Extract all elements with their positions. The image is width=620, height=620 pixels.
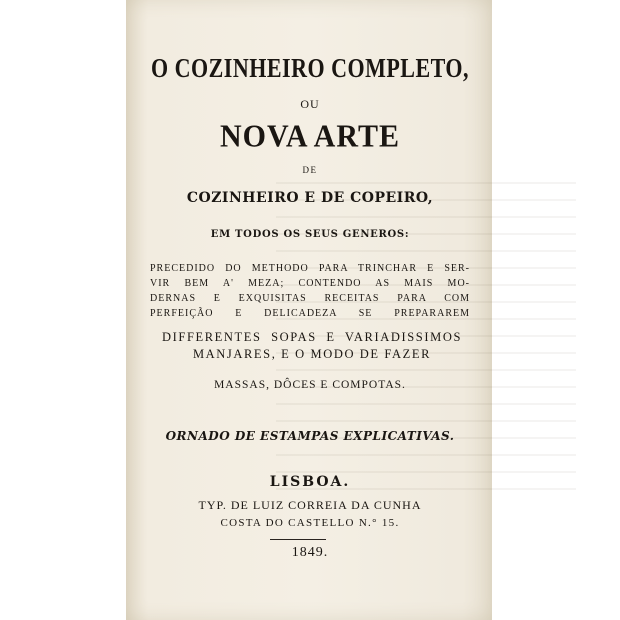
- illustrated-line: [0, 429, 620, 443]
- genres-text: EM TODOS OS SEUS GENEROS:: [210, 229, 410, 240]
- publication-year: [0, 545, 620, 561]
- imprint-city: [0, 474, 620, 490]
- pastries-text: MASSAS, DÔCES E COMPOTAS.: [214, 379, 406, 391]
- address-text: COSTA DO CASTELLO N.° 15.: [220, 517, 400, 529]
- subtitle-text: NOVA ARTE: [220, 119, 400, 154]
- main-title-text: O COZINHEIRO COMPLETO,: [150, 51, 470, 83]
- preceded-line: DERNAS E EXQUISITAS RECEITAS PARA COM: [150, 293, 470, 304]
- de-text: DE: [302, 165, 318, 175]
- city-text: LISBOA.: [269, 474, 351, 490]
- preceded-paragraph: [150, 261, 470, 321]
- illustrated-text: ORNADO DE ESTAMPAS EXPLICATIVAS.: [165, 429, 455, 443]
- imprint-address: [0, 517, 620, 529]
- divider-rule: [270, 539, 326, 540]
- subject-heading: [0, 190, 620, 206]
- preceded-line: VIR BEM A' MEZA; CONTENDO AS MAIS MO-: [150, 278, 470, 289]
- soups-line: MANJARES, E O MODO DE FAZER: [192, 347, 432, 361]
- subject-text: COZINHEIRO E DE COPEIRO,: [186, 190, 434, 206]
- subtitle-nova-arte: [0, 119, 620, 155]
- genres-heading: [0, 229, 620, 240]
- connector-de: [0, 165, 620, 175]
- preceded-line: PRECEDIDO DO METHODO PARA TRINCHAR E SER-: [150, 263, 470, 274]
- soups-paragraph: [162, 329, 462, 363]
- imprint-printer: [0, 498, 620, 513]
- printer-text: TYP. DE LUIZ CORREIA DA CUNHA: [198, 498, 422, 512]
- soups-line: DIFFERENTES SOPAS E VARIADISSIMOS: [162, 330, 462, 344]
- pastries-line: [0, 379, 620, 391]
- connector-ou: [0, 97, 620, 112]
- connector-text: OU: [300, 97, 320, 111]
- year-text: 1849.: [291, 545, 329, 560]
- preceded-line: PERFEIÇÃO E DELICADEZA SE PREPARAREM: [150, 308, 470, 319]
- main-title: [0, 52, 620, 85]
